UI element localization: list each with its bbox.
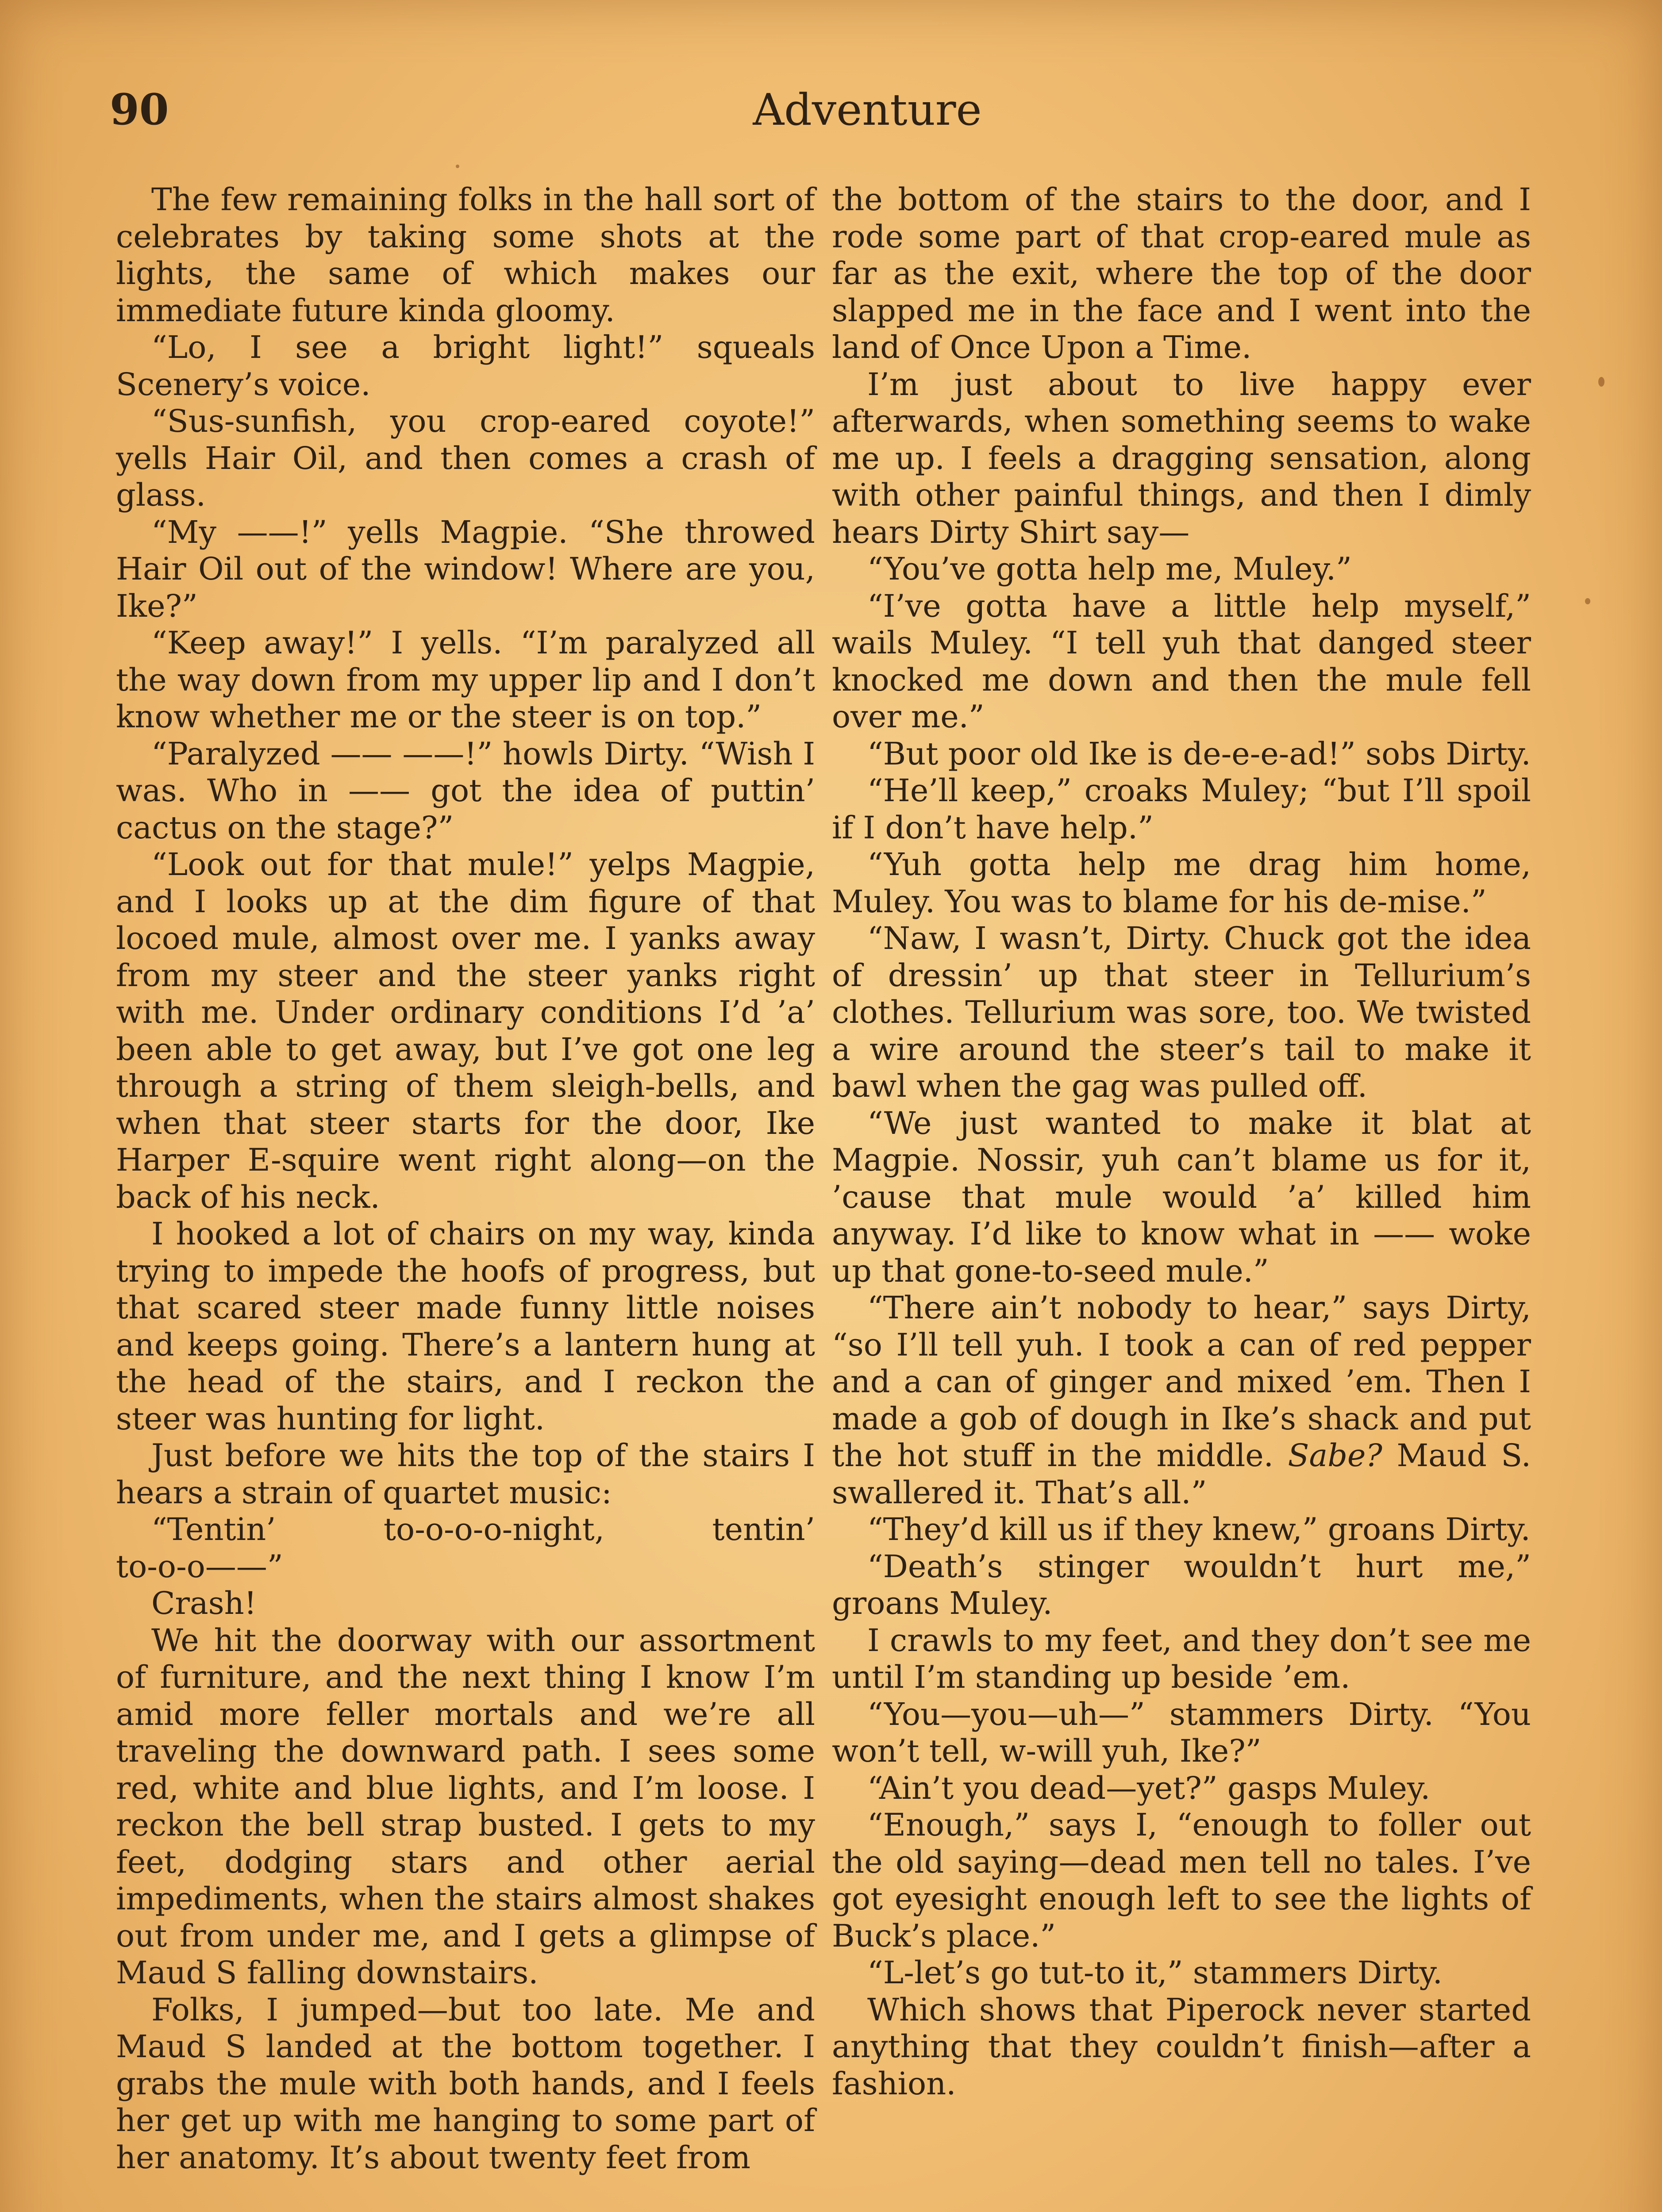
paragraph: “We just wanted to make it blat at Magpie. Nossir, yuh can’t blame us for it, ’cause that mule would ’a’ killed him anyway. I’d like to know what in —— woke up that gone-to-seed mule.”: [832, 1105, 1531, 1289]
paragraph: “They’d kill us if they knew,” groans Dirty.: [867, 1511, 1531, 1548]
paragraph: “Sus-sunfish, you crop-eared coyote!” yells Hair Oil, and then comes a crash of glass.: [116, 403, 815, 513]
left-text-column: [116, 181, 815, 2176]
song-lyric-line: “Tentin’ to-o-o-o-night, tentin’: [151, 1511, 815, 1548]
paragraph: “You’ve gotta help me, Muley.”: [867, 551, 1352, 587]
right-text-column: [832, 181, 1531, 2102]
paragraph: “Lo, I see a bright light!” squeals Scenery’s voice.: [116, 329, 815, 403]
paragraph: [832, 1290, 1531, 1511]
paragraph: “Enough,” says I, “enough to foller out the old saying—dead men tell no tales. I’ve got eyesight enough left to see the lights of Buck’s place.”: [832, 1807, 1531, 1954]
paragraph: The few remaining folks in the hall sort of celebrates by taking some shots at the lights, the same of which makes our immediate future kinda gloomy.: [116, 181, 815, 329]
paragraph: Just before we hits the top of the stairs I hears a strain of quartet music:: [116, 1437, 815, 1511]
paragraph: Crash!: [151, 1585, 257, 1621]
paragraph: “He’ll keep,” croaks Muley; “but I’ll spoil if I don’t have help.”: [832, 772, 1531, 846]
paragraph: “But poor old Ike is de-e-e-ad!” sobs Dirty.: [867, 735, 1531, 772]
paragraph: “You—you—uh—” stammers Dirty. “You won’t tell, w-will yuh, Ike?”: [832, 1696, 1531, 1769]
song-lyric-line: to-o-o——”: [116, 1548, 283, 1585]
foxing-spot: [1598, 377, 1604, 387]
paragraph: “I’ve gotta have a little help myself,” wails Muley. “I tell yuh that danged steer knocked me down and then the mule fell over me.”: [832, 588, 1531, 735]
paragraph-text: Maud S. swallered it. That’s all.”: [832, 1437, 1531, 1511]
page-number: 90: [110, 84, 169, 134]
foxing-spot: [1585, 598, 1590, 604]
paragraph: “Naw, I wasn’t, Dirty. Chuck got the idea of dressin’ up that steer in Tellurium’s clothes. Tellurium was sore, too. We twisted a wire around the steer’s tail to make it bawl when the gag was pulled off.: [832, 920, 1531, 1104]
paragraph: I’m just about to live happy ever afterwards, when something seems to wake me up. I feels a dragging sensation, along with other painful things, and then I dimly hears Dirty Shirt say—: [832, 366, 1531, 550]
paragraph: Which shows that Piperock never started anything that they couldn’t finish—after a fashion.: [832, 1991, 1531, 2102]
paragraph: Folks, I jumped—but too late. Me and Maud S landed at the bottom together. I grabs the mule with both hands, and I feels her get up with me hanging to some part of her anatomy. It’s about twenty feet from: [116, 1991, 815, 2176]
foxing-spot: [456, 165, 459, 168]
paragraph: I hooked a lot of chairs on my way, kinda trying to impede the hoofs of progress, but that scared steer made funny little noises and keeps going. There’s a lantern hung at the head of the stairs, and I reckon the steer was hunting for light.: [116, 1216, 815, 1437]
paragraph-text: “There ain’t nobody to hear,” says Dirty, “so I’ll tell yuh. I took a can of red pepper and a can of ginger and mixed ’em. Then I made a gob of dough in Ike’s shack and put the hot stuff in the middle.: [832, 1290, 1531, 1474]
paragraph: the bottom of the stairs to the door, and I rode some part of that crop-eared mule as far as the exit, where the top of the door slapped me in the face and I went into the land of Once Upon a Time.: [832, 181, 1531, 365]
paragraph: We hit the doorway with our assortment of furniture, and the next thing I know I’m amid more feller mortals and we’re all traveling the downward path. I sees some red, white and blue lights, and I’m loose. I reckon the bell strap busted. I gets to my feet, dodging stars and other aerial impediments, when the stairs almost shakes out from under me, and I gets a glimpse of Maud S falling downstairs.: [116, 1622, 815, 1991]
paragraph: “Keep away!” I yells. “I’m paralyzed all the way down from my upper lip and I don’t know whether me or the steer is on top.”: [116, 625, 815, 735]
paragraph: “Ain’t you dead—yet?” gasps Muley.: [867, 1770, 1431, 1806]
paragraph: “Death’s stinger wouldn’t hurt me,” groans Muley.: [832, 1548, 1531, 1621]
paragraph: “Yuh gotta help me drag him home, Muley. You was to blame for his de-mise.”: [832, 846, 1531, 920]
running-head: Adventure: [753, 85, 982, 135]
paragraph: I crawls to my feet, and they don’t see me until I’m standing up beside ’em.: [832, 1622, 1531, 1695]
italic-word-sabe: Sabe?: [1288, 1437, 1382, 1474]
paragraph: “Paralyzed —— ——!” howls Dirty. “Wish I was. Who in —— got the idea of puttin’ cactus on the stage?”: [116, 735, 815, 846]
paragraph: “L-let’s go tut-to it,” stammers Dirty.: [867, 1955, 1443, 1991]
paragraph: “My ——!” yells Magpie. “She throwed Hair Oil out of the window! Where are you, Ike?”: [116, 514, 815, 624]
paragraph: “Look out for that mule!” yelps Magpie, and I looks up at the dim figure of that locoed mule, almost over me. I yanks away from my steer and the steer yanks right with me. Under ordinary conditions I’d ’a’ been able to get away, but I’ve got one leg through a string of them sleigh-bells, and when that steer starts for the door, Ike Harper E-squire went right along—on the back of his neck.: [116, 846, 815, 1215]
